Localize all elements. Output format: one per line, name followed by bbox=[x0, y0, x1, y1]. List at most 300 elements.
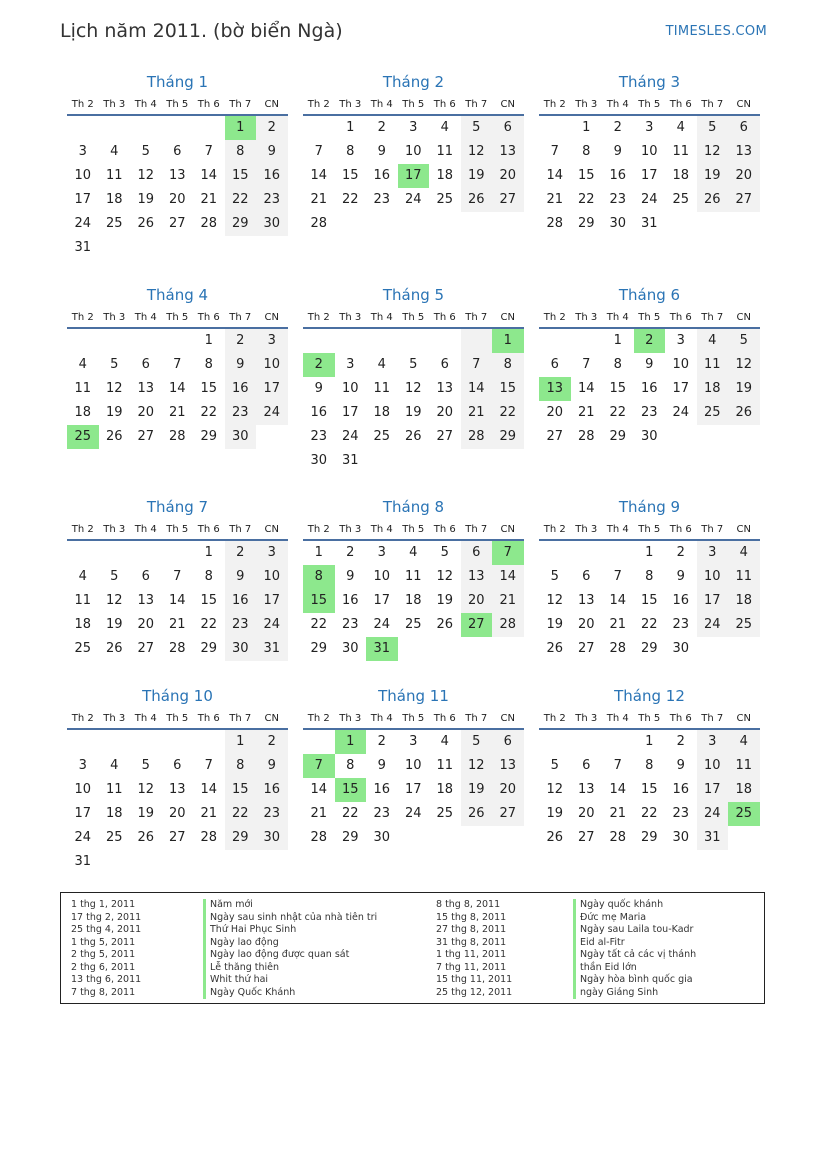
day-cell[interactable]: 14 bbox=[609, 593, 627, 608]
day-cell[interactable]: 15 bbox=[200, 593, 218, 608]
day-cell[interactable]: 16 bbox=[609, 168, 627, 183]
day-cell[interactable]: 2 bbox=[256, 116, 288, 140]
day-cell[interactable]: 20 bbox=[546, 405, 564, 420]
day-cell[interactable]: 29 bbox=[492, 425, 524, 449]
day-cell[interactable]: 9 bbox=[613, 144, 622, 159]
day-cell[interactable]: 10 bbox=[373, 569, 391, 584]
day-cell[interactable]: 26 bbox=[546, 641, 564, 656]
day-cell[interactable]: 9 bbox=[225, 353, 257, 377]
day-cell[interactable]: 4 bbox=[78, 569, 87, 584]
day-cell[interactable]: 9 bbox=[676, 569, 685, 584]
day-cell[interactable]: 15 bbox=[341, 168, 359, 183]
day-cell[interactable]: 16 bbox=[672, 782, 690, 797]
day-cell[interactable]: 21 bbox=[200, 192, 218, 207]
day-cell[interactable]: 16 bbox=[256, 778, 288, 802]
day-cell[interactable]: 3 bbox=[78, 144, 87, 159]
day-cell[interactable]: 19 bbox=[436, 593, 454, 608]
day-cell[interactable]: 17 bbox=[373, 593, 391, 608]
day-cell[interactable]: 19 bbox=[137, 806, 155, 821]
day-cell[interactable]: 5 bbox=[409, 357, 418, 372]
day-cell[interactable]: 9 bbox=[645, 357, 654, 372]
day-cell[interactable]: 20 bbox=[577, 806, 595, 821]
day-cell[interactable]: 13 bbox=[492, 140, 524, 164]
day-cell[interactable]: 30 bbox=[310, 453, 328, 468]
day-cell[interactable]: 3 bbox=[645, 120, 654, 135]
day-cell[interactable]: 18 bbox=[697, 377, 729, 401]
holiday-day-cell[interactable]: 31 bbox=[366, 637, 398, 661]
day-cell[interactable]: 11 bbox=[404, 569, 422, 584]
day-cell[interactable]: 25 bbox=[105, 830, 123, 845]
day-cell[interactable]: 29 bbox=[200, 429, 218, 444]
site-link[interactable]: TIMESLES.COM bbox=[665, 24, 767, 39]
day-cell[interactable]: 21 bbox=[168, 405, 186, 420]
day-cell[interactable]: 19 bbox=[697, 164, 729, 188]
day-cell[interactable]: 7 bbox=[173, 357, 182, 372]
day-cell[interactable]: 11 bbox=[105, 782, 123, 797]
day-cell[interactable]: 5 bbox=[461, 730, 493, 754]
day-cell[interactable]: 4 bbox=[110, 144, 119, 159]
day-cell[interactable]: 30 bbox=[672, 641, 690, 656]
day-cell[interactable]: 26 bbox=[105, 641, 123, 656]
day-cell[interactable]: 30 bbox=[225, 637, 257, 661]
day-cell[interactable]: 1 bbox=[645, 734, 654, 749]
day-cell[interactable]: 10 bbox=[640, 144, 658, 159]
day-cell[interactable]: 19 bbox=[546, 806, 564, 821]
day-cell[interactable]: 30 bbox=[341, 641, 359, 656]
day-cell[interactable]: 10 bbox=[74, 782, 92, 797]
day-cell[interactable]: 7 bbox=[204, 144, 213, 159]
day-cell[interactable]: 27 bbox=[436, 429, 454, 444]
day-cell[interactable]: 18 bbox=[436, 782, 454, 797]
day-cell[interactable]: 28 bbox=[577, 429, 595, 444]
day-cell[interactable]: 17 bbox=[256, 589, 288, 613]
holiday-day-cell[interactable]: 7 bbox=[303, 754, 335, 778]
day-cell[interactable]: 18 bbox=[728, 589, 760, 613]
day-cell[interactable]: 22 bbox=[310, 617, 328, 632]
day-cell[interactable]: 26 bbox=[697, 188, 729, 212]
day-cell[interactable]: 9 bbox=[225, 565, 257, 589]
day-cell[interactable]: 1 bbox=[346, 120, 355, 135]
day-cell[interactable]: 12 bbox=[137, 782, 155, 797]
day-cell[interactable]: 30 bbox=[609, 216, 627, 231]
day-cell[interactable]: 2 bbox=[256, 730, 288, 754]
day-cell[interactable]: 9 bbox=[256, 140, 288, 164]
day-cell[interactable]: 4 bbox=[377, 357, 386, 372]
day-cell[interactable]: 1 bbox=[613, 333, 622, 348]
day-cell[interactable]: 15 bbox=[609, 381, 627, 396]
day-cell[interactable]: 21 bbox=[609, 617, 627, 632]
day-cell[interactable]: 5 bbox=[550, 569, 559, 584]
day-cell[interactable]: 8 bbox=[645, 758, 654, 773]
day-cell[interactable]: 6 bbox=[550, 357, 559, 372]
day-cell[interactable]: 20 bbox=[137, 617, 155, 632]
day-cell[interactable]: 20 bbox=[492, 778, 524, 802]
day-cell[interactable]: 22 bbox=[640, 617, 658, 632]
day-cell[interactable]: 22 bbox=[341, 806, 359, 821]
day-cell[interactable]: 16 bbox=[225, 377, 257, 401]
day-cell[interactable]: 26 bbox=[137, 216, 155, 231]
day-cell[interactable]: 15 bbox=[577, 168, 595, 183]
day-cell[interactable]: 12 bbox=[105, 381, 123, 396]
day-cell[interactable]: 13 bbox=[728, 140, 760, 164]
day-cell[interactable]: 8 bbox=[225, 754, 257, 778]
day-cell[interactable]: 29 bbox=[200, 641, 218, 656]
day-cell[interactable]: 11 bbox=[105, 168, 123, 183]
day-cell[interactable]: 12 bbox=[546, 593, 564, 608]
day-cell[interactable]: 25 bbox=[728, 613, 760, 637]
day-cell[interactable]: 8 bbox=[225, 140, 257, 164]
day-cell[interactable]: 26 bbox=[461, 802, 493, 826]
day-cell[interactable]: 23 bbox=[225, 613, 257, 637]
day-cell[interactable]: 13 bbox=[577, 593, 595, 608]
day-cell[interactable]: 2 bbox=[676, 734, 685, 749]
day-cell[interactable]: 11 bbox=[728, 565, 760, 589]
holiday-day-cell[interactable]: 25 bbox=[67, 425, 99, 449]
day-cell[interactable]: 20 bbox=[168, 192, 186, 207]
day-cell[interactable]: 3 bbox=[676, 333, 685, 348]
day-cell[interactable]: 2 bbox=[225, 329, 257, 353]
day-cell[interactable]: 17 bbox=[672, 381, 690, 396]
day-cell[interactable]: 6 bbox=[582, 569, 591, 584]
day-cell[interactable]: 14 bbox=[310, 782, 328, 797]
day-cell[interactable]: 14 bbox=[577, 381, 595, 396]
day-cell[interactable]: 8 bbox=[346, 758, 355, 773]
day-cell[interactable]: 12 bbox=[105, 593, 123, 608]
day-cell[interactable]: 31 bbox=[74, 854, 92, 869]
day-cell[interactable]: 24 bbox=[640, 192, 658, 207]
day-cell[interactable]: 22 bbox=[225, 188, 257, 212]
day-cell[interactable]: 10 bbox=[697, 565, 729, 589]
holiday-day-cell[interactable]: 15 bbox=[303, 589, 335, 613]
day-cell[interactable]: 27 bbox=[137, 429, 155, 444]
day-cell[interactable]: 8 bbox=[613, 357, 622, 372]
day-cell[interactable]: 21 bbox=[461, 401, 493, 425]
day-cell[interactable]: 20 bbox=[168, 806, 186, 821]
day-cell[interactable]: 27 bbox=[168, 830, 186, 845]
day-cell[interactable]: 26 bbox=[546, 830, 564, 845]
day-cell[interactable]: 5 bbox=[110, 569, 119, 584]
day-cell[interactable]: 3 bbox=[697, 730, 729, 754]
day-cell[interactable]: 10 bbox=[256, 353, 288, 377]
day-cell[interactable]: 8 bbox=[204, 357, 213, 372]
day-cell[interactable]: 2 bbox=[377, 734, 386, 749]
day-cell[interactable]: 7 bbox=[582, 357, 591, 372]
day-cell[interactable]: 26 bbox=[436, 617, 454, 632]
day-cell[interactable]: 19 bbox=[105, 405, 123, 420]
day-cell[interactable]: 25 bbox=[373, 429, 391, 444]
day-cell[interactable]: 17 bbox=[404, 782, 422, 797]
day-cell[interactable]: 30 bbox=[640, 429, 658, 444]
day-cell[interactable]: 17 bbox=[341, 405, 359, 420]
day-cell[interactable]: 29 bbox=[341, 830, 359, 845]
day-cell[interactable]: 18 bbox=[105, 192, 123, 207]
day-cell[interactable]: 17 bbox=[74, 192, 92, 207]
day-cell[interactable]: 21 bbox=[200, 806, 218, 821]
day-cell[interactable]: 23 bbox=[373, 192, 391, 207]
day-cell[interactable]: 6 bbox=[582, 758, 591, 773]
day-cell[interactable]: 23 bbox=[373, 806, 391, 821]
day-cell[interactable]: 4 bbox=[440, 734, 449, 749]
day-cell[interactable]: 21 bbox=[546, 192, 564, 207]
day-cell[interactable]: 12 bbox=[546, 782, 564, 797]
day-cell[interactable]: 23 bbox=[256, 188, 288, 212]
day-cell[interactable]: 14 bbox=[492, 565, 524, 589]
day-cell[interactable]: 15 bbox=[200, 381, 218, 396]
day-cell[interactable]: 1 bbox=[204, 545, 213, 560]
day-cell[interactable]: 20 bbox=[436, 405, 454, 420]
day-cell[interactable]: 16 bbox=[225, 589, 257, 613]
day-cell[interactable]: 22 bbox=[609, 405, 627, 420]
day-cell[interactable]: 1 bbox=[204, 333, 213, 348]
day-cell[interactable]: 5 bbox=[697, 116, 729, 140]
holiday-day-cell[interactable]: 1 bbox=[492, 329, 524, 353]
day-cell[interactable]: 29 bbox=[577, 216, 595, 231]
day-cell[interactable]: 31 bbox=[697, 826, 729, 850]
holiday-day-cell[interactable]: 25 bbox=[728, 802, 760, 826]
day-cell[interactable]: 6 bbox=[141, 569, 150, 584]
day-cell[interactable]: 3 bbox=[256, 329, 288, 353]
day-cell[interactable]: 24 bbox=[74, 216, 92, 231]
day-cell[interactable]: 27 bbox=[546, 429, 564, 444]
day-cell[interactable]: 30 bbox=[256, 212, 288, 236]
day-cell[interactable]: 16 bbox=[373, 782, 391, 797]
holiday-day-cell[interactable]: 2 bbox=[634, 329, 666, 353]
day-cell[interactable]: 24 bbox=[697, 802, 729, 826]
day-cell[interactable]: 20 bbox=[137, 405, 155, 420]
day-cell[interactable]: 14 bbox=[546, 168, 564, 183]
day-cell[interactable]: 16 bbox=[672, 593, 690, 608]
day-cell[interactable]: 9 bbox=[346, 569, 355, 584]
day-cell[interactable]: 22 bbox=[341, 192, 359, 207]
day-cell[interactable]: 29 bbox=[640, 641, 658, 656]
day-cell[interactable]: 5 bbox=[141, 144, 150, 159]
day-cell[interactable]: 8 bbox=[645, 569, 654, 584]
day-cell[interactable]: 16 bbox=[640, 381, 658, 396]
day-cell[interactable]: 27 bbox=[492, 802, 524, 826]
day-cell[interactable]: 26 bbox=[461, 188, 493, 212]
holiday-day-cell[interactable]: 15 bbox=[335, 778, 367, 802]
day-cell[interactable]: 29 bbox=[225, 826, 257, 850]
day-cell[interactable]: 6 bbox=[492, 730, 524, 754]
day-cell[interactable]: 5 bbox=[461, 116, 493, 140]
day-cell[interactable]: 25 bbox=[436, 806, 454, 821]
day-cell[interactable]: 12 bbox=[461, 754, 493, 778]
day-cell[interactable]: 15 bbox=[492, 377, 524, 401]
day-cell[interactable]: 25 bbox=[436, 192, 454, 207]
holiday-day-cell[interactable]: 8 bbox=[303, 565, 335, 589]
day-cell[interactable]: 24 bbox=[256, 401, 288, 425]
day-cell[interactable]: 4 bbox=[728, 730, 760, 754]
day-cell[interactable]: 10 bbox=[341, 381, 359, 396]
day-cell[interactable]: 4 bbox=[110, 758, 119, 773]
day-cell[interactable]: 3 bbox=[78, 758, 87, 773]
day-cell[interactable]: 1 bbox=[582, 120, 591, 135]
day-cell[interactable]: 18 bbox=[105, 806, 123, 821]
day-cell[interactable]: 11 bbox=[436, 144, 454, 159]
day-cell[interactable]: 18 bbox=[672, 168, 690, 183]
day-cell[interactable]: 31 bbox=[256, 637, 288, 661]
day-cell[interactable]: 17 bbox=[697, 778, 729, 802]
day-cell[interactable]: 12 bbox=[697, 140, 729, 164]
holiday-day-cell[interactable]: 1 bbox=[335, 730, 367, 754]
day-cell[interactable]: 14 bbox=[200, 168, 218, 183]
day-cell[interactable]: 30 bbox=[672, 830, 690, 845]
day-cell[interactable]: 11 bbox=[728, 754, 760, 778]
day-cell[interactable]: 14 bbox=[461, 377, 493, 401]
day-cell[interactable]: 3 bbox=[409, 734, 418, 749]
day-cell[interactable]: 15 bbox=[225, 778, 257, 802]
day-cell[interactable]: 24 bbox=[74, 830, 92, 845]
day-cell[interactable]: 14 bbox=[609, 782, 627, 797]
day-cell[interactable]: 29 bbox=[609, 429, 627, 444]
holiday-day-cell[interactable]: 1 bbox=[225, 116, 257, 140]
day-cell[interactable]: 1 bbox=[225, 730, 257, 754]
day-cell[interactable]: 22 bbox=[225, 802, 257, 826]
day-cell[interactable]: 25 bbox=[105, 216, 123, 231]
day-cell[interactable]: 6 bbox=[173, 758, 182, 773]
day-cell[interactable]: 27 bbox=[492, 188, 524, 212]
day-cell[interactable]: 20 bbox=[577, 617, 595, 632]
day-cell[interactable]: 2 bbox=[613, 120, 622, 135]
day-cell[interactable]: 18 bbox=[728, 778, 760, 802]
day-cell[interactable]: 16 bbox=[341, 593, 359, 608]
day-cell[interactable]: 28 bbox=[609, 641, 627, 656]
day-cell[interactable]: 28 bbox=[200, 216, 218, 231]
day-cell[interactable]: 11 bbox=[373, 381, 391, 396]
day-cell[interactable]: 23 bbox=[341, 617, 359, 632]
day-cell[interactable]: 17 bbox=[74, 806, 92, 821]
day-cell[interactable]: 27 bbox=[728, 188, 760, 212]
day-cell[interactable]: 28 bbox=[609, 830, 627, 845]
day-cell[interactable]: 26 bbox=[105, 429, 123, 444]
day-cell[interactable]: 10 bbox=[672, 357, 690, 372]
day-cell[interactable]: 1 bbox=[645, 545, 654, 560]
day-cell[interactable]: 31 bbox=[640, 216, 658, 231]
day-cell[interactable]: 21 bbox=[609, 806, 627, 821]
day-cell[interactable]: 11 bbox=[672, 144, 690, 159]
day-cell[interactable]: 4 bbox=[676, 120, 685, 135]
day-cell[interactable]: 5 bbox=[110, 357, 119, 372]
day-cell[interactable]: 23 bbox=[310, 429, 328, 444]
day-cell[interactable]: 3 bbox=[377, 545, 386, 560]
day-cell[interactable]: 9 bbox=[377, 144, 386, 159]
day-cell[interactable]: 14 bbox=[168, 381, 186, 396]
day-cell[interactable]: 13 bbox=[436, 381, 454, 396]
day-cell[interactable]: 4 bbox=[697, 329, 729, 353]
day-cell[interactable]: 23 bbox=[640, 405, 658, 420]
day-cell[interactable]: 8 bbox=[582, 144, 591, 159]
day-cell[interactable]: 17 bbox=[256, 377, 288, 401]
day-cell[interactable]: 23 bbox=[672, 806, 690, 821]
day-cell[interactable]: 10 bbox=[256, 565, 288, 589]
day-cell[interactable]: 14 bbox=[310, 168, 328, 183]
day-cell[interactable]: 29 bbox=[640, 830, 658, 845]
day-cell[interactable]: 18 bbox=[74, 405, 92, 420]
day-cell[interactable]: 5 bbox=[728, 329, 760, 353]
day-cell[interactable]: 8 bbox=[492, 353, 524, 377]
day-cell[interactable]: 4 bbox=[440, 120, 449, 135]
day-cell[interactable]: 30 bbox=[225, 425, 257, 449]
day-cell[interactable]: 28 bbox=[168, 641, 186, 656]
day-cell[interactable]: 4 bbox=[409, 545, 418, 560]
day-cell[interactable]: 14 bbox=[168, 593, 186, 608]
day-cell[interactable]: 22 bbox=[640, 806, 658, 821]
day-cell[interactable]: 3 bbox=[697, 541, 729, 565]
day-cell[interactable]: 27 bbox=[577, 830, 595, 845]
day-cell[interactable]: 27 bbox=[137, 641, 155, 656]
day-cell[interactable]: 25 bbox=[697, 401, 729, 425]
day-cell[interactable]: 12 bbox=[461, 140, 493, 164]
day-cell[interactable]: 11 bbox=[697, 353, 729, 377]
day-cell[interactable]: 16 bbox=[310, 405, 328, 420]
day-cell[interactable]: 24 bbox=[672, 405, 690, 420]
day-cell[interactable]: 8 bbox=[204, 569, 213, 584]
day-cell[interactable]: 9 bbox=[377, 758, 386, 773]
day-cell[interactable]: 19 bbox=[137, 192, 155, 207]
day-cell[interactable]: 22 bbox=[577, 192, 595, 207]
day-cell[interactable]: 28 bbox=[200, 830, 218, 845]
day-cell[interactable]: 26 bbox=[404, 429, 422, 444]
day-cell[interactable]: 10 bbox=[74, 168, 92, 183]
day-cell[interactable]: 28 bbox=[492, 613, 524, 637]
day-cell[interactable]: 7 bbox=[173, 569, 182, 584]
day-cell[interactable]: 19 bbox=[461, 778, 493, 802]
day-cell[interactable]: 23 bbox=[225, 401, 257, 425]
day-cell[interactable]: 6 bbox=[440, 357, 449, 372]
day-cell[interactable]: 19 bbox=[105, 617, 123, 632]
day-cell[interactable]: 3 bbox=[409, 120, 418, 135]
holiday-day-cell[interactable]: 27 bbox=[461, 613, 493, 637]
day-cell[interactable]: 15 bbox=[225, 164, 257, 188]
holiday-day-cell[interactable]: 13 bbox=[539, 377, 571, 401]
day-cell[interactable]: 26 bbox=[728, 401, 760, 425]
day-cell[interactable]: 28 bbox=[546, 216, 564, 231]
day-cell[interactable]: 24 bbox=[341, 429, 359, 444]
day-cell[interactable]: 29 bbox=[225, 212, 257, 236]
day-cell[interactable]: 24 bbox=[256, 613, 288, 637]
day-cell[interactable]: 25 bbox=[404, 617, 422, 632]
day-cell[interactable]: 7 bbox=[550, 144, 559, 159]
day-cell[interactable]: 10 bbox=[697, 754, 729, 778]
day-cell[interactable]: 27 bbox=[577, 641, 595, 656]
day-cell[interactable]: 28 bbox=[461, 425, 493, 449]
day-cell[interactable]: 17 bbox=[640, 168, 658, 183]
day-cell[interactable]: 27 bbox=[168, 216, 186, 231]
day-cell[interactable]: 4 bbox=[78, 357, 87, 372]
day-cell[interactable]: 24 bbox=[404, 192, 422, 207]
day-cell[interactable]: 22 bbox=[200, 405, 218, 420]
day-cell[interactable]: 1 bbox=[314, 545, 323, 560]
day-cell[interactable]: 19 bbox=[728, 377, 760, 401]
day-cell[interactable]: 14 bbox=[200, 782, 218, 797]
day-cell[interactable]: 31 bbox=[74, 240, 92, 255]
day-cell[interactable]: 3 bbox=[256, 541, 288, 565]
day-cell[interactable]: 3 bbox=[346, 357, 355, 372]
day-cell[interactable]: 21 bbox=[577, 405, 595, 420]
day-cell[interactable]: 6 bbox=[461, 541, 493, 565]
day-cell[interactable]: 13 bbox=[577, 782, 595, 797]
day-cell[interactable]: 25 bbox=[74, 641, 92, 656]
day-cell[interactable]: 15 bbox=[640, 782, 658, 797]
day-cell[interactable]: 20 bbox=[492, 164, 524, 188]
day-cell[interactable]: 10 bbox=[404, 144, 422, 159]
day-cell[interactable]: 18 bbox=[74, 617, 92, 632]
day-cell[interactable]: 9 bbox=[256, 754, 288, 778]
day-cell[interactable]: 29 bbox=[310, 641, 328, 656]
day-cell[interactable]: 20 bbox=[461, 589, 493, 613]
day-cell[interactable]: 2 bbox=[346, 545, 355, 560]
day-cell[interactable]: 16 bbox=[373, 168, 391, 183]
